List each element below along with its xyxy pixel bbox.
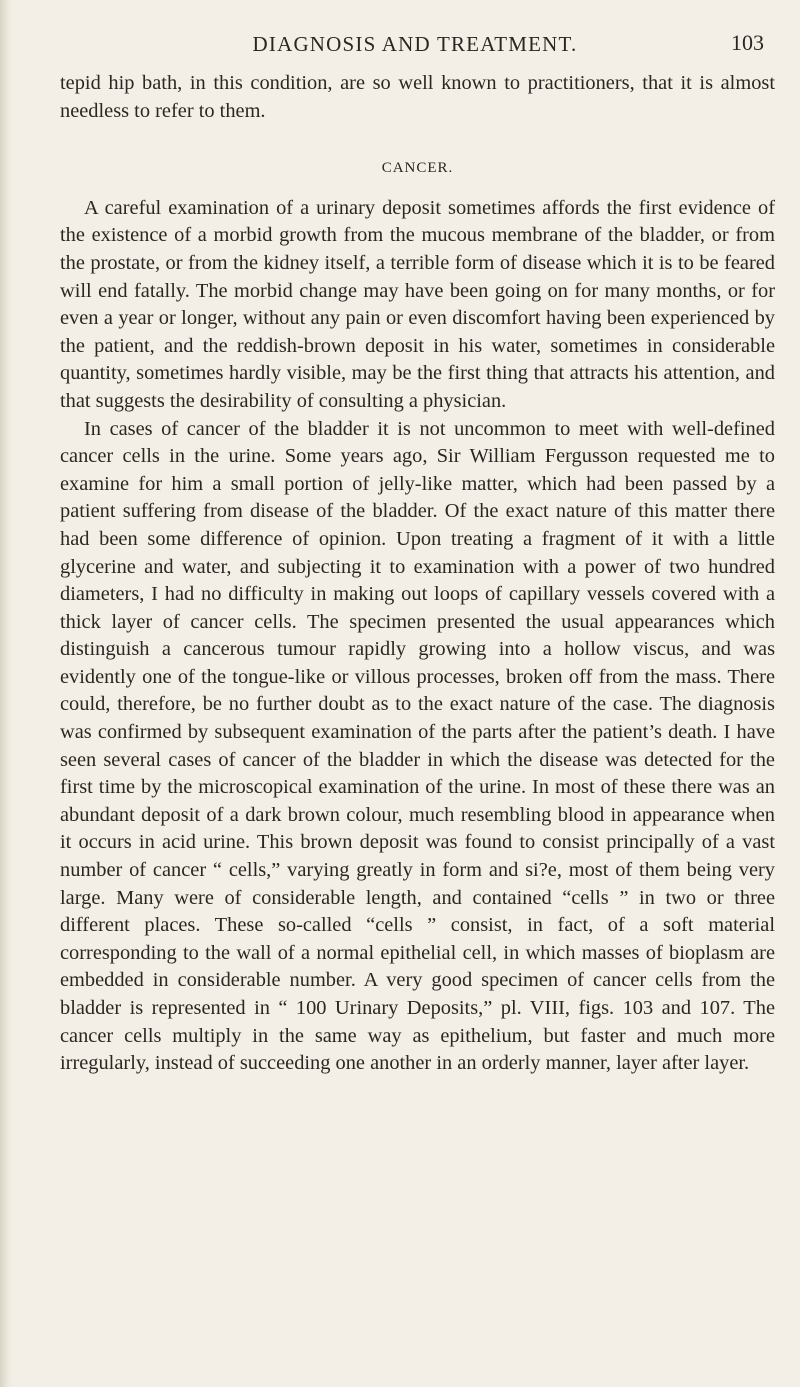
page-gutter-shadow: [0, 0, 14, 1387]
page-header: [60, 30, 770, 60]
running-title: DIAGNOSIS AND TREATMENT.: [252, 32, 578, 56]
paragraph: A careful examination of a urinary deposit sometimes affords the first evidence of the existence of a morbid growth from the mucous membrane of the bladder, or from the prostate, or from the kidney itself, a terrible form of disease which it is to be feared will end fatally. The morbid change may have been going on for many months, or for even a year or longer, without any pain or even discomfort having been experienced by the patient, and the reddish-brown deposit in his water, sometimes in considerable quantity, sometimes hardly visible, may be the first thing that attracts his attention, and that suggests the desirability of consulting a physician.: [60, 196, 775, 412]
opening-paragraph: tepid hip bath, in this condition, are so well known to practitioners, that it is almost needless to refer to them.: [60, 72, 775, 122]
section-heading: CANCER.: [381, 160, 454, 177]
body-text: [60, 70, 775, 1078]
page-number: 103: [731, 30, 764, 55]
paragraph: In cases of cancer of the bladder it is not uncommon to meet with well-defined cancer cells in the urine. Some years ago, Sir William Fergusson requested me to examine for him a small portion of jelly-like matter, which had been passed by a patient suffering from disease of the bladder. Of the exact nature of this matter there had been some difference of opinion. Upon treating a fragment of it with a little glycerine and water, and subjecting it to examination with a power of two hundred diameters, I had no difficulty in making out loops of capillary vessels covered with a thick layer of cancer cells. The specimen presented the usual appearances which distinguish a cancerous tumour rapidly growing into a hollow viscus, and was evidently one of the tongue-like or villous processes, broken off from the mass. There could, therefore, be no further doubt as to the exact nature of the case. The diagnosis was confirmed by subsequent examination of the parts after the patient’s death. I have seen several cases of cancer of the bladder in which the disease was detected for the first time by the microscopical examination of the urine. In most of these there was an abundant deposit of a dark brown colour, much resembling blood in appearance when it occurs in acid urine. This brown deposit was found to consist principally of a vast number of cancer “ cells,” varying greatly in form and si?e, most of them being very large. Many were of considerable length, and contained “cells ” in two or three different places. These so-called “cells ” consist, in fact, of a soft material corresponding to the wall of a normal epithelial cell, in which masses of bioplasm are embedded in considerable number. A very good specimen of cancer cells from the bladder is represented in “ 100 Urinary Deposits,” pl. VIII, figs. 103 and 107. The cancer cells multiply in the same way as epithelium, but faster and much more irregularly, instead of succeeding one another in an orderly manner, layer after layer.: [60, 417, 775, 1075]
